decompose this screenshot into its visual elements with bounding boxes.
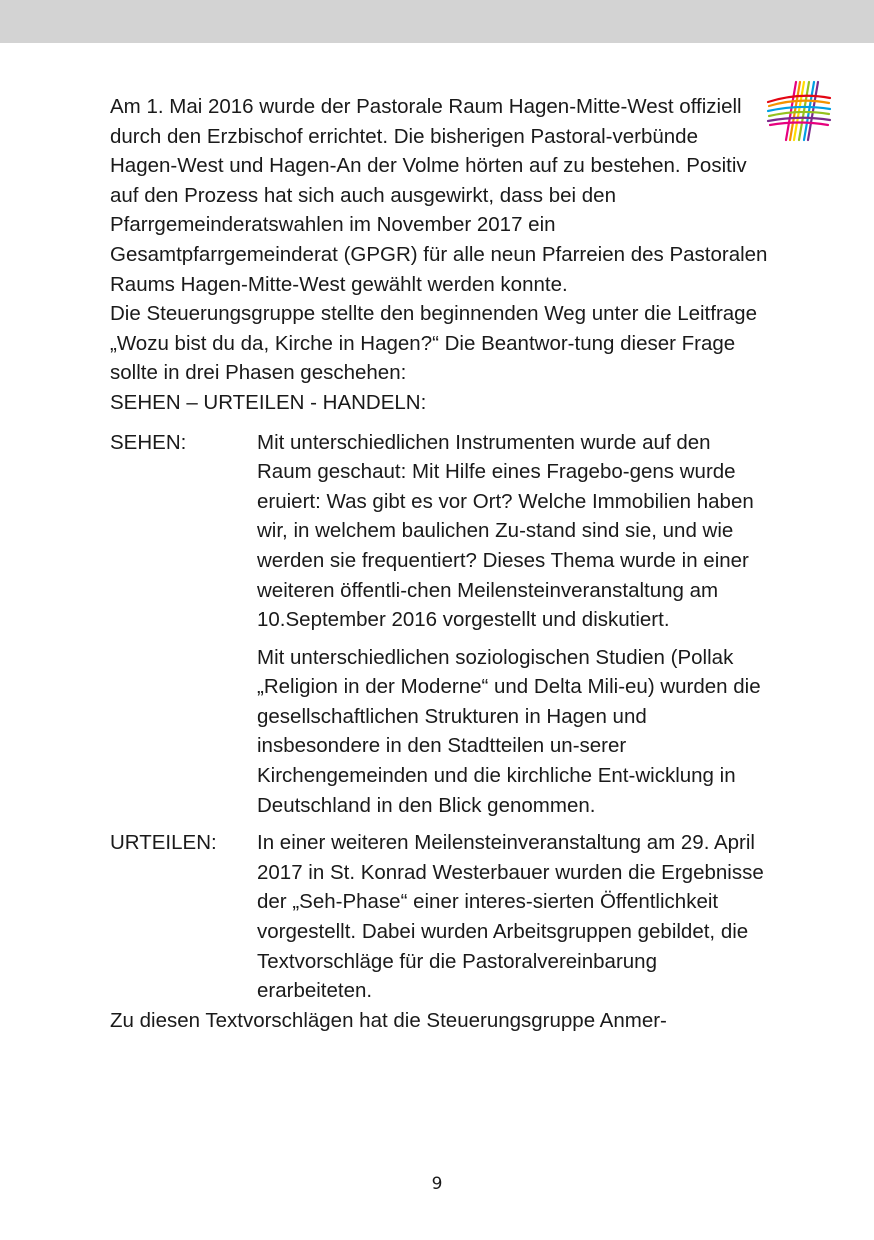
sehen-text-1: Mit unterschiedlichen Instrumenten wurde auf den Raum geschaut: Mit Hilfe eines Fragebo-gens wurde eruiert: Was gibt es vor Ort? Welche Immobilien haben wir, in welchem baulichen Zu-stand sind sie, und wie werden sie frequentiert? Dieses Thema wurde in einer weiteren öffentli-chen Meilensteinveranstaltung am 10.September 2016 vorgestellt und diskutiert. [257, 430, 754, 632]
document-body [110, 92, 770, 1035]
paragraph-2: Die Steuerungsgruppe stellte den beginnenden Weg unter die Leitfrage „Wozu bist du da, Kirche in Hagen?“ Die Beantwor-tung dieser Frage sollte in drei Phasen geschehen: [110, 302, 757, 385]
phases-line: SEHEN – URTEILEN - HANDELN: [110, 390, 427, 414]
closing-line: Zu diesen Textvorschlägen hat die Steuerungsgruppe Anmer- [110, 1008, 667, 1032]
term-urteilen: URTEILEN: [110, 831, 217, 855]
definition-sehen-body [257, 428, 770, 821]
hash-cross-logo-icon [766, 78, 832, 144]
urteilen-text: In einer weiteren Meilensteinveranstaltung am 29. April 2017 in St. Konrad Westerbauer wurden die Ergebnisse der „Seh-Phase“ einer interes-sierten Öffentlichkeit vorgestellt. Dabei wurden Arbeitsgruppen gebildet, die Textvorschläge für die Pastoralvereinbarung erarbeiteten. [257, 831, 764, 1003]
sehen-text-2: Mit unterschiedlichen soziologischen Studien (Pollak „Religion in der Moderne“ und Delta Mili-eu) wurden die gesellschaftlichen Strukturen in Hagen und insbesondere in den Stadtteilen un-serer Kirchengemeinden und die kirchliche Ent-wicklung in Deutschland in den Blick genommen. [257, 645, 761, 817]
definition-sehen [110, 428, 770, 821]
paragraph-1: Am 1. Mai 2016 wurde der Pastorale Raum Hagen-Mitte-West offiziell durch den Erzbischof errichtet. Die bisherigen Pastoral-verbünde Hagen-West und Hagen-An der Volme hörten auf zu bestehen. Positiv auf den Prozess hat sich auch ausgewirkt, dass bei den Pfarrgemeinderatswahlen im November 2017 ein Gesamtpfarrgemeinderat (GPGR) für alle neun Pfarreien des Pastoralen Raums Hagen-Mitte-West gewählt werden konnte. [110, 95, 768, 296]
definition-urteilen-body [257, 828, 770, 1006]
term-sehen: SEHEN: [110, 430, 187, 454]
top-gray-bar [0, 0, 874, 43]
definition-urteilen [110, 828, 770, 1006]
page-number: 9 [431, 1174, 443, 1194]
